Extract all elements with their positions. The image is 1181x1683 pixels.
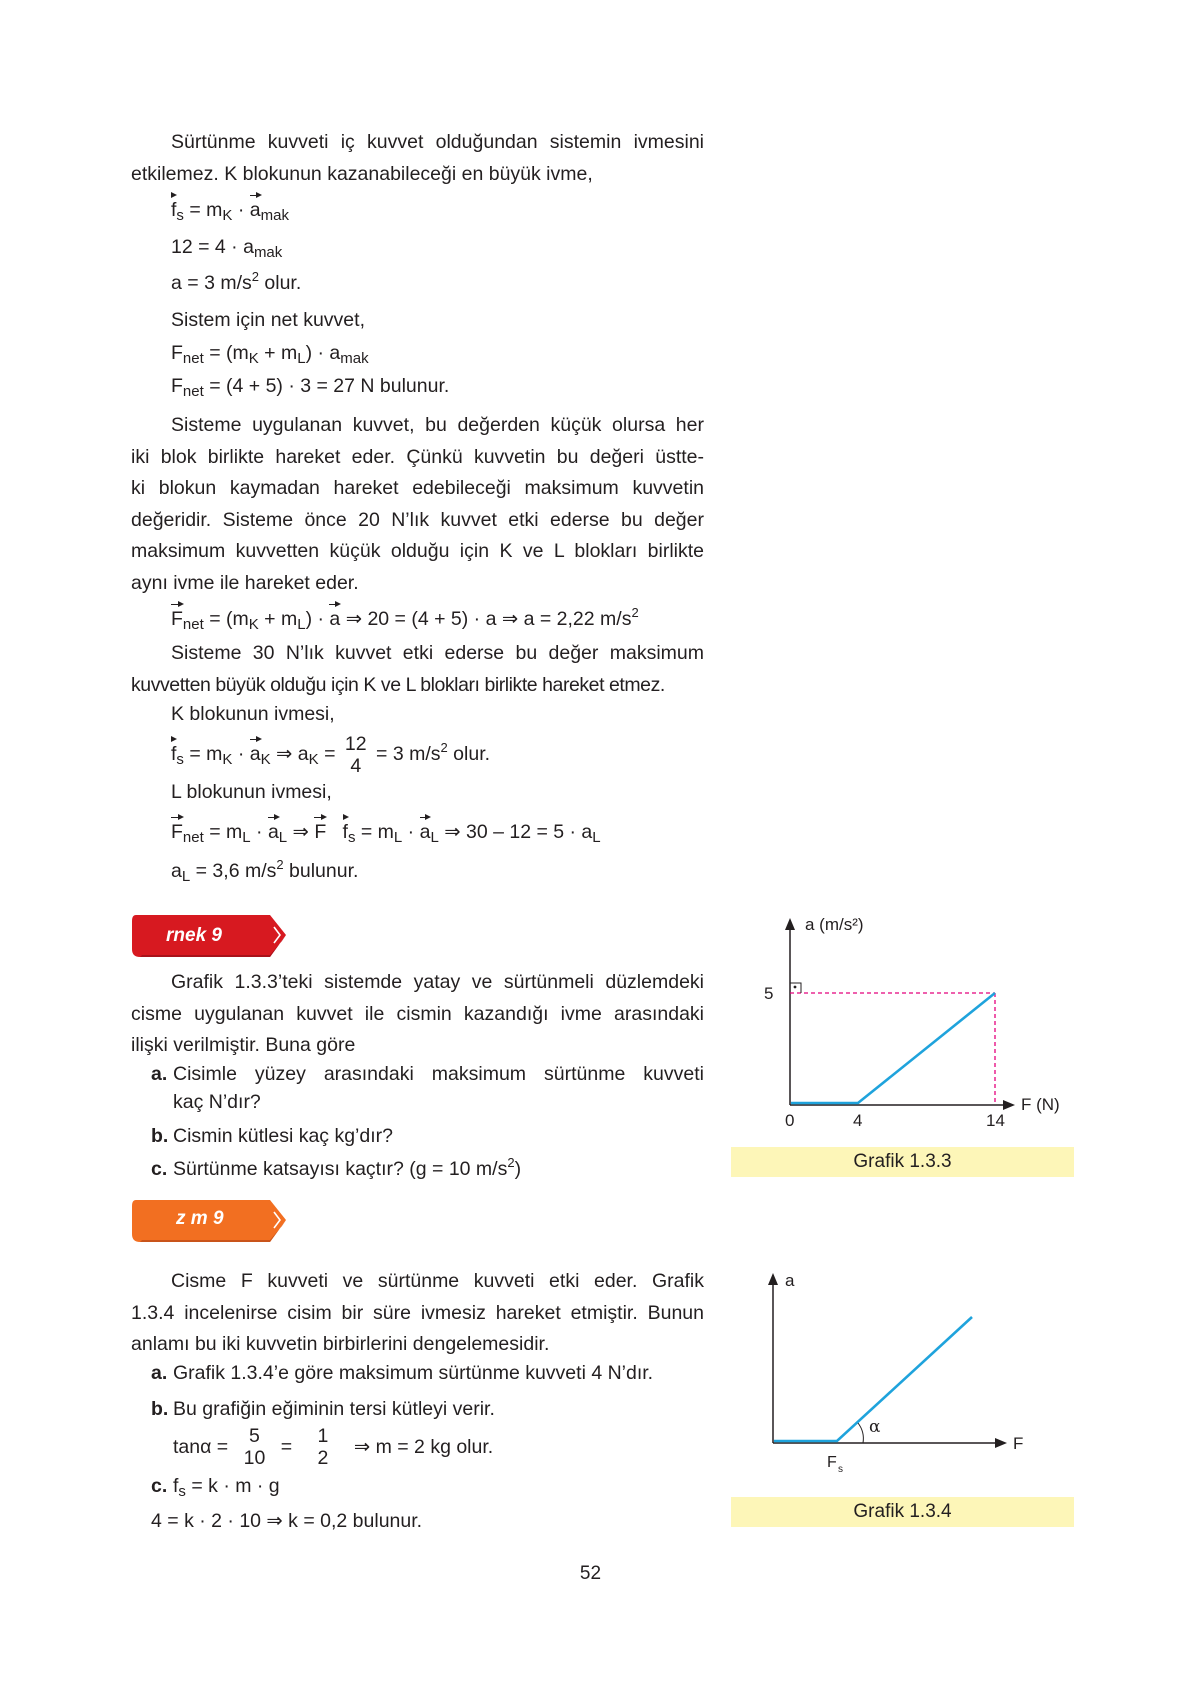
explanation-line: maksimum kuvvetten küçük olduğu için K ve L blokları birlikte <box>131 540 704 562</box>
solution-c-result: 4 = k · 2 · 10 ⇒ k = 0,2 bulunur. <box>151 1510 423 1532</box>
graph1-x-arrow <box>1003 1100 1015 1110</box>
solution-c-equation: $f_s = k \cdot m \cdot g$ <box>173 1475 280 1500</box>
case-30N-paragraph <box>131 638 704 701</box>
graph2-angle-label: α <box>869 1417 881 1437</box>
graph2-y-arrow <box>768 1273 778 1285</box>
graph1-caption: Grafik 1.3.3 <box>731 1147 1074 1177</box>
explanation-paragraph <box>131 410 704 599</box>
solution-line: 1.3.4 incelenirse cisim bir süre ivmesiz hareket etmiştir. Bunun <box>131 1301 704 1324</box>
graph2-y-label: a <box>785 1271 795 1290</box>
graph2-angle-arc <box>858 1423 863 1443</box>
case-30N-line: Sisteme 30 N’lık kuvvet etki ederse bu değer maksimum <box>171 642 704 664</box>
solution-banner-label: z m 9 <box>176 1208 224 1229</box>
example-line: Grafik 1.3.3’teki sistemde yatay ve sürtünmeli düzlemdeki <box>171 971 704 993</box>
fraction-12-over-4: 12 4 <box>344 733 367 777</box>
equation-a-result: a = 3 $m/s^2$ olur. <box>171 269 302 294</box>
solution-c-label: c. <box>151 1475 168 1497</box>
graph1-y-arrow <box>785 918 795 930</box>
graph1-right-angle-dot <box>794 986 797 989</box>
graph2-x-label: F <box>1013 1434 1024 1453</box>
explanation-line: iki blok birlikte hareket eder. Çünkü kuvvetin bu değeri üstte- <box>131 445 704 468</box>
question-a-label: a. <box>151 1063 168 1085</box>
explanation-line: ki blokun kaymadan hareket edebileceği maksimum kuvvetin <box>131 477 704 499</box>
solution-b-text: Bu grafiğin eğiminin tersi kütleyi verir. <box>173 1398 495 1420</box>
graph1-x-label: F (N) <box>1021 1095 1060 1114</box>
explanation-line: değeridir. Sisteme önce 20 N’lık kuvvet etki ederse bu değer <box>131 508 704 531</box>
equation-k-acceleration: $f_s = m_K \cdot a_K$ ⇒ $a_K$ = 12 4 = 3 $m/s^2$ olur. <box>171 733 491 777</box>
solution-a-label: a. <box>151 1362 168 1384</box>
intro-line-2: etkilemez. K blokunun kazanabileceği en büyük ivme, <box>131 162 593 185</box>
graph1-x-tick-0: 0 <box>785 1111 795 1130</box>
explanation-line: Sisteme uygulanan kuvvet, bu değerden küçük olursa her <box>171 414 704 436</box>
equation-l-acceleration: $F_{net} = m_L \cdot a_L$ ⇒ F $f_s = m_L \cdot a_L$ ⇒ $30 - 12 = 5 \cdot a_L$ <box>171 821 601 846</box>
case-30N-line: kuvvetten büyük olduğu için K ve L blokları birlikte hareket etmez. <box>131 673 665 696</box>
k-block-intro: K blokunun ivmesi, <box>171 703 335 725</box>
solution-banner <box>130 1200 290 1245</box>
solution-b-label: b. <box>151 1398 169 1420</box>
question-a-line-2: kaç N’dır? <box>173 1091 261 1113</box>
graph1-data-line <box>791 993 995 1103</box>
equation-20N: $F_{net} = (m_K + m_L) \cdot a$ ⇒ 20 = (4 + 5) · a ⇒ a = 2,22 $m/s^2$ <box>171 605 639 633</box>
graph2-fs-subscript: s <box>838 1464 843 1475</box>
graph2-caption: Grafik 1.3.4 <box>731 1497 1074 1527</box>
solution-line: Cisme F kuvveti ve sürtünme kuvveti etki eder. Grafik <box>171 1270 704 1292</box>
graph1-x-tick-4: 4 <box>853 1111 863 1130</box>
graph1-y-label: a (m/s²) <box>805 915 864 934</box>
graph2-fs-label: F <box>827 1454 837 1471</box>
example-banner-label: rnek 9 <box>166 925 222 946</box>
graph1-x-tick-14: 14 <box>986 1111 1005 1130</box>
question-b-text: Cismin kütlesi kaç kg’dır? <box>173 1125 393 1147</box>
explanation-line: aynı ivme ile hareket eder. <box>131 571 359 594</box>
question-c-text: Sürtünme katsayısı kaçtır? (g = 10 $m/s^2$) <box>173 1155 522 1180</box>
solution-paragraph <box>131 1266 704 1361</box>
equation-fs-max: $f_s = m_K \cdot a_{mak}$ <box>171 199 289 224</box>
example-line: ilişki verilmiştir. Buna göre <box>131 1034 356 1056</box>
intro-line-1: Sürtünme kuvveti iç kuvvet olduğundan sistemin ivmesini <box>171 131 704 153</box>
solution-line: anlamı bu iki kuvvetin birbirlerini dengelemesidir. <box>131 1333 550 1355</box>
example-banner <box>130 915 290 960</box>
graph-1-3-4 <box>745 1265 1045 1485</box>
intro-paragraph <box>131 127 704 190</box>
equation-tan-alpha: tanα = 5 10 = 1 2 ⇒ m = 2 kg olur. <box>173 1425 494 1469</box>
l-block-intro: L blokunun ivmesi, <box>171 781 332 803</box>
graph2-x-arrow <box>995 1438 1007 1448</box>
fraction-5-over-10: 5 10 <box>243 1425 266 1469</box>
fraction-1-over-2: 1 2 <box>317 1425 329 1469</box>
example-paragraph <box>131 967 704 1062</box>
graph1-y-tick-5: 5 <box>764 984 774 1003</box>
net-force-intro: Sistem için net kuvvet, <box>171 309 365 331</box>
question-a-line-1: Cisimle yüzey arasındaki maksimum sürtünme kuvveti <box>173 1063 704 1085</box>
example-line: cisme uygulanan kuvvet ile cismin kazandığı ivme arasındaki <box>131 1002 704 1025</box>
graph-1-3-3 <box>745 910 1085 1140</box>
page-number: 52 <box>579 1563 602 1584</box>
equation-fnet-general: $F_{net} = (m_K + m_L) \cdot a_{mak}$ <box>171 342 369 367</box>
equation-fnet-value: $F_{net} = (4 + 5) \cdot 3 = 27$ N bulunur. <box>171 375 450 400</box>
question-c-label: c. <box>151 1158 168 1180</box>
question-b-label: b. <box>151 1125 169 1147</box>
equation-12-4a: $12 = 4 \cdot a_{mak}$ <box>171 236 283 261</box>
solution-a-text: Grafik 1.3.4’e göre maksimum sürtünme kuvveti 4 N’dır. <box>173 1362 654 1384</box>
equation-l-result: $a_L = 3,6$ $m/s^2$ bulunur. <box>171 857 359 885</box>
